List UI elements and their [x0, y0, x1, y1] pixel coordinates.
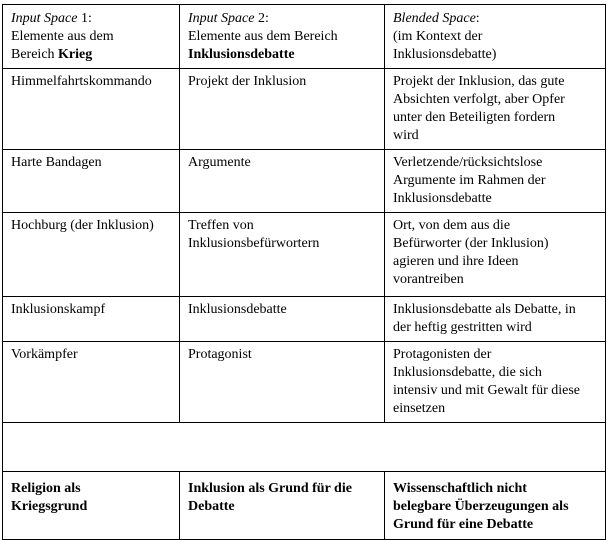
- cell-input-space-1: [3, 213, 180, 297]
- cell-input-space-1: [3, 342, 180, 423]
- cell-line: Debatte: [188, 499, 235, 514]
- header-desc: (im Kontext der: [393, 29, 483, 44]
- summary-row: [3, 472, 606, 540]
- summary-input-space-2: [180, 472, 385, 540]
- header-desc: Bereich Krieg: [11, 47, 93, 62]
- cell-line: Absichten verfolgt, aber Opfer: [393, 92, 565, 107]
- cell-line: Protagonist: [188, 347, 252, 362]
- cell-line: Religion als: [11, 481, 81, 496]
- cell-input-space-2: [180, 150, 385, 213]
- header-desc: Inklusionsdebatte): [393, 47, 497, 62]
- cell-line: Wissenschaftlich nicht: [393, 481, 527, 496]
- cell-input-space-1: [3, 297, 180, 342]
- cell-line: wird: [393, 128, 419, 143]
- blending-table: [2, 4, 606, 540]
- cell-line: Himmelfahrtskommando: [11, 74, 152, 89]
- header-title: Input Space 2:: [188, 11, 269, 26]
- empty-row: [3, 423, 606, 472]
- cell-line: Verletzende/rücksichtslose: [393, 155, 543, 170]
- cell-line: unter den Beteiligten fordern: [393, 110, 556, 125]
- header-title: Input Space 1:: [11, 11, 92, 26]
- cell-line: Kriegsgrund: [11, 499, 88, 514]
- header-row: [3, 5, 606, 69]
- header-title: Blended Space:: [393, 11, 480, 26]
- header-input-space-2: [180, 5, 385, 69]
- cell-blended-space: [385, 150, 606, 213]
- cell-input-space-2: [180, 213, 385, 297]
- header-desc: Elemente aus dem: [11, 29, 114, 44]
- cell-line: Projekt der Inklusion: [188, 74, 307, 89]
- cell-line: intensiv und mit Gewalt für diese: [393, 383, 581, 398]
- table-row: [3, 150, 606, 213]
- table-row: [3, 69, 606, 150]
- cell-input-space-2: [180, 297, 385, 342]
- table-row: [3, 342, 606, 423]
- header-desc: Inklusionsdebatte: [188, 47, 295, 62]
- empty-cell: [3, 423, 606, 472]
- cell-line: Projekt der Inklusion, das gute: [393, 74, 565, 89]
- cell-input-space-2: [180, 342, 385, 423]
- summary-input-space-1: [3, 472, 180, 540]
- cell-line: Protagonisten der: [393, 347, 492, 362]
- summary-blended-space: [385, 472, 606, 540]
- cell-line: Harte Bandagen: [11, 155, 102, 170]
- cell-line: agieren und ihre Ideen: [393, 254, 519, 269]
- cell-line: Befürworter (der Inklusion): [393, 236, 549, 251]
- cell-line: der heftig gestritten wird: [393, 320, 532, 335]
- table-row: [3, 213, 606, 297]
- header-input-space-1: [3, 5, 180, 69]
- header-desc: Elemente aus dem Bereich: [188, 29, 338, 44]
- cell-line: vorantreiben: [393, 272, 464, 287]
- cell-input-space-1: [3, 69, 180, 150]
- cell-line: Inklusionsdebatte, die sich: [393, 365, 542, 380]
- cell-line: Argumente im Rahmen der: [393, 173, 546, 188]
- cell-line: Inklusionskampf: [11, 302, 106, 317]
- cell-line: Inklusion als Grund für die: [188, 481, 352, 496]
- cell-input-space-1: [3, 150, 180, 213]
- cell-line: Hochburg (der Inklusion): [11, 218, 154, 233]
- cell-line: belegbare Überzeugungen als: [393, 499, 569, 514]
- header-blended-space: [385, 5, 606, 69]
- table-row: [3, 297, 606, 342]
- cell-line: einsetzen: [393, 401, 446, 416]
- cell-line: Grund für eine Debatte: [393, 517, 534, 532]
- cell-line: Treffen von: [188, 218, 254, 233]
- cell-line: Inklusionsdebatte: [393, 191, 492, 206]
- cell-line: Vorkämpfer: [11, 347, 78, 362]
- cell-blended-space: [385, 297, 606, 342]
- cell-input-space-2: [180, 69, 385, 150]
- cell-blended-space: [385, 69, 606, 150]
- cell-line: Inklusionsdebatte als Debatte, in: [393, 302, 576, 317]
- cell-line: Ort, von dem aus die: [393, 218, 511, 233]
- cell-line: Inklusionsdebatte: [188, 302, 287, 317]
- cell-blended-space: [385, 342, 606, 423]
- cell-line: Argumente: [188, 155, 251, 170]
- cell-line: Inklusionsbefürwortern: [188, 236, 320, 251]
- cell-blended-space: [385, 213, 606, 297]
